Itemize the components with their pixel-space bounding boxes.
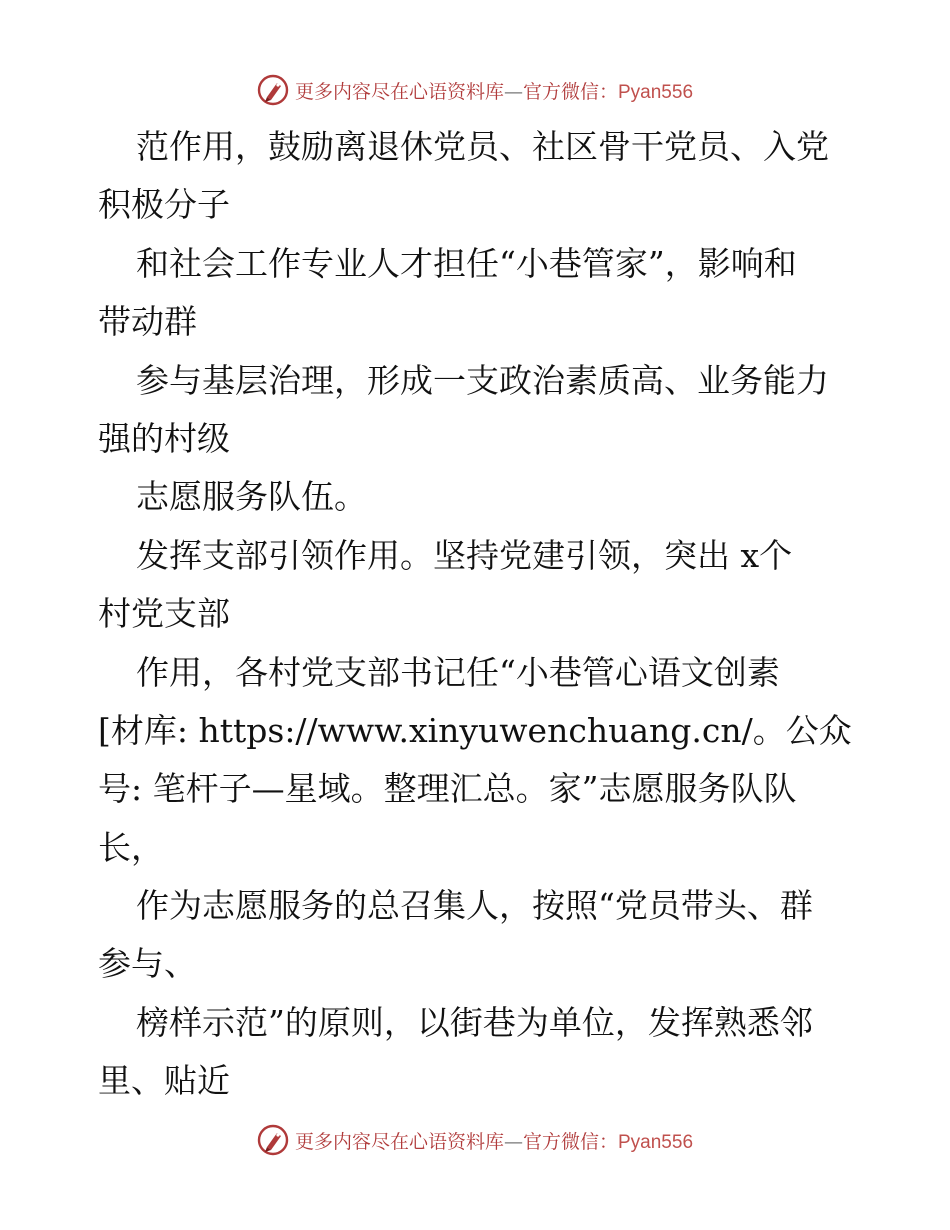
- body-text-line: 号: 笔杆子—星域。整理汇总。家”志愿服务队队: [98, 769, 797, 809]
- body-text-line: 和社会工作专业人才担任“小巷管家”，影响和: [136, 243, 797, 283]
- watermark-account: Pyan556: [618, 81, 694, 103]
- body-text-line: 强的村级: [98, 418, 230, 458]
- document-body: [98, 118, 858, 1111]
- footer-watermark: [0, 1120, 950, 1160]
- body-text-line: 作为志愿服务的总召集人，按照“党员带头、群: [136, 886, 813, 926]
- watermark-separator: —: [503, 1130, 523, 1153]
- body-text-line: 积极分子: [98, 185, 230, 225]
- watermark-main-text: 更多内容尽在心语资料库: [294, 80, 504, 103]
- body-text-line: 榜样示范”的原则，以街巷为单位，发挥熟悉邻: [136, 1002, 813, 1042]
- body-text-line: 村党支部: [98, 594, 230, 634]
- watermark-text: [295, 77, 693, 104]
- body-text-line: 参与基层治理，形成一支政治素质高、业务能力: [136, 360, 829, 400]
- body-text-line: [材库: https://www.xinyuwenchuang.cn/。公众: [98, 710, 852, 750]
- pen-nib-logo-icon: [257, 1124, 289, 1156]
- watermark-main-text: 更多内容尽在心语资料库: [294, 1130, 504, 1153]
- watermark-text: [295, 1127, 693, 1154]
- body-text-line: 参与、: [98, 944, 197, 984]
- watermark-suffix: 官方微信：: [522, 1130, 618, 1153]
- header-watermark: [0, 70, 950, 110]
- body-text-line: 范作用，鼓励离退休党员、社区骨干党员、入党: [136, 127, 829, 166]
- body-text-line: 发挥支部引领作用。坚持党建引领，突出 x个: [136, 535, 793, 575]
- watermark-account: Pyan556: [618, 1131, 694, 1153]
- pen-nib-logo-icon: [257, 74, 289, 106]
- watermark-separator: —: [503, 80, 523, 103]
- body-text-line: 带动群: [98, 302, 197, 342]
- body-text-line: 志愿服务队伍。: [136, 477, 367, 517]
- body-text-line: 长，: [98, 827, 164, 867]
- body-text-line: 里、贴近: [98, 1061, 230, 1101]
- body-text-line: 作用，各村党支部书记任“小巷管心语文创素: [136, 652, 780, 692]
- watermark-suffix: 官方微信：: [522, 80, 618, 103]
